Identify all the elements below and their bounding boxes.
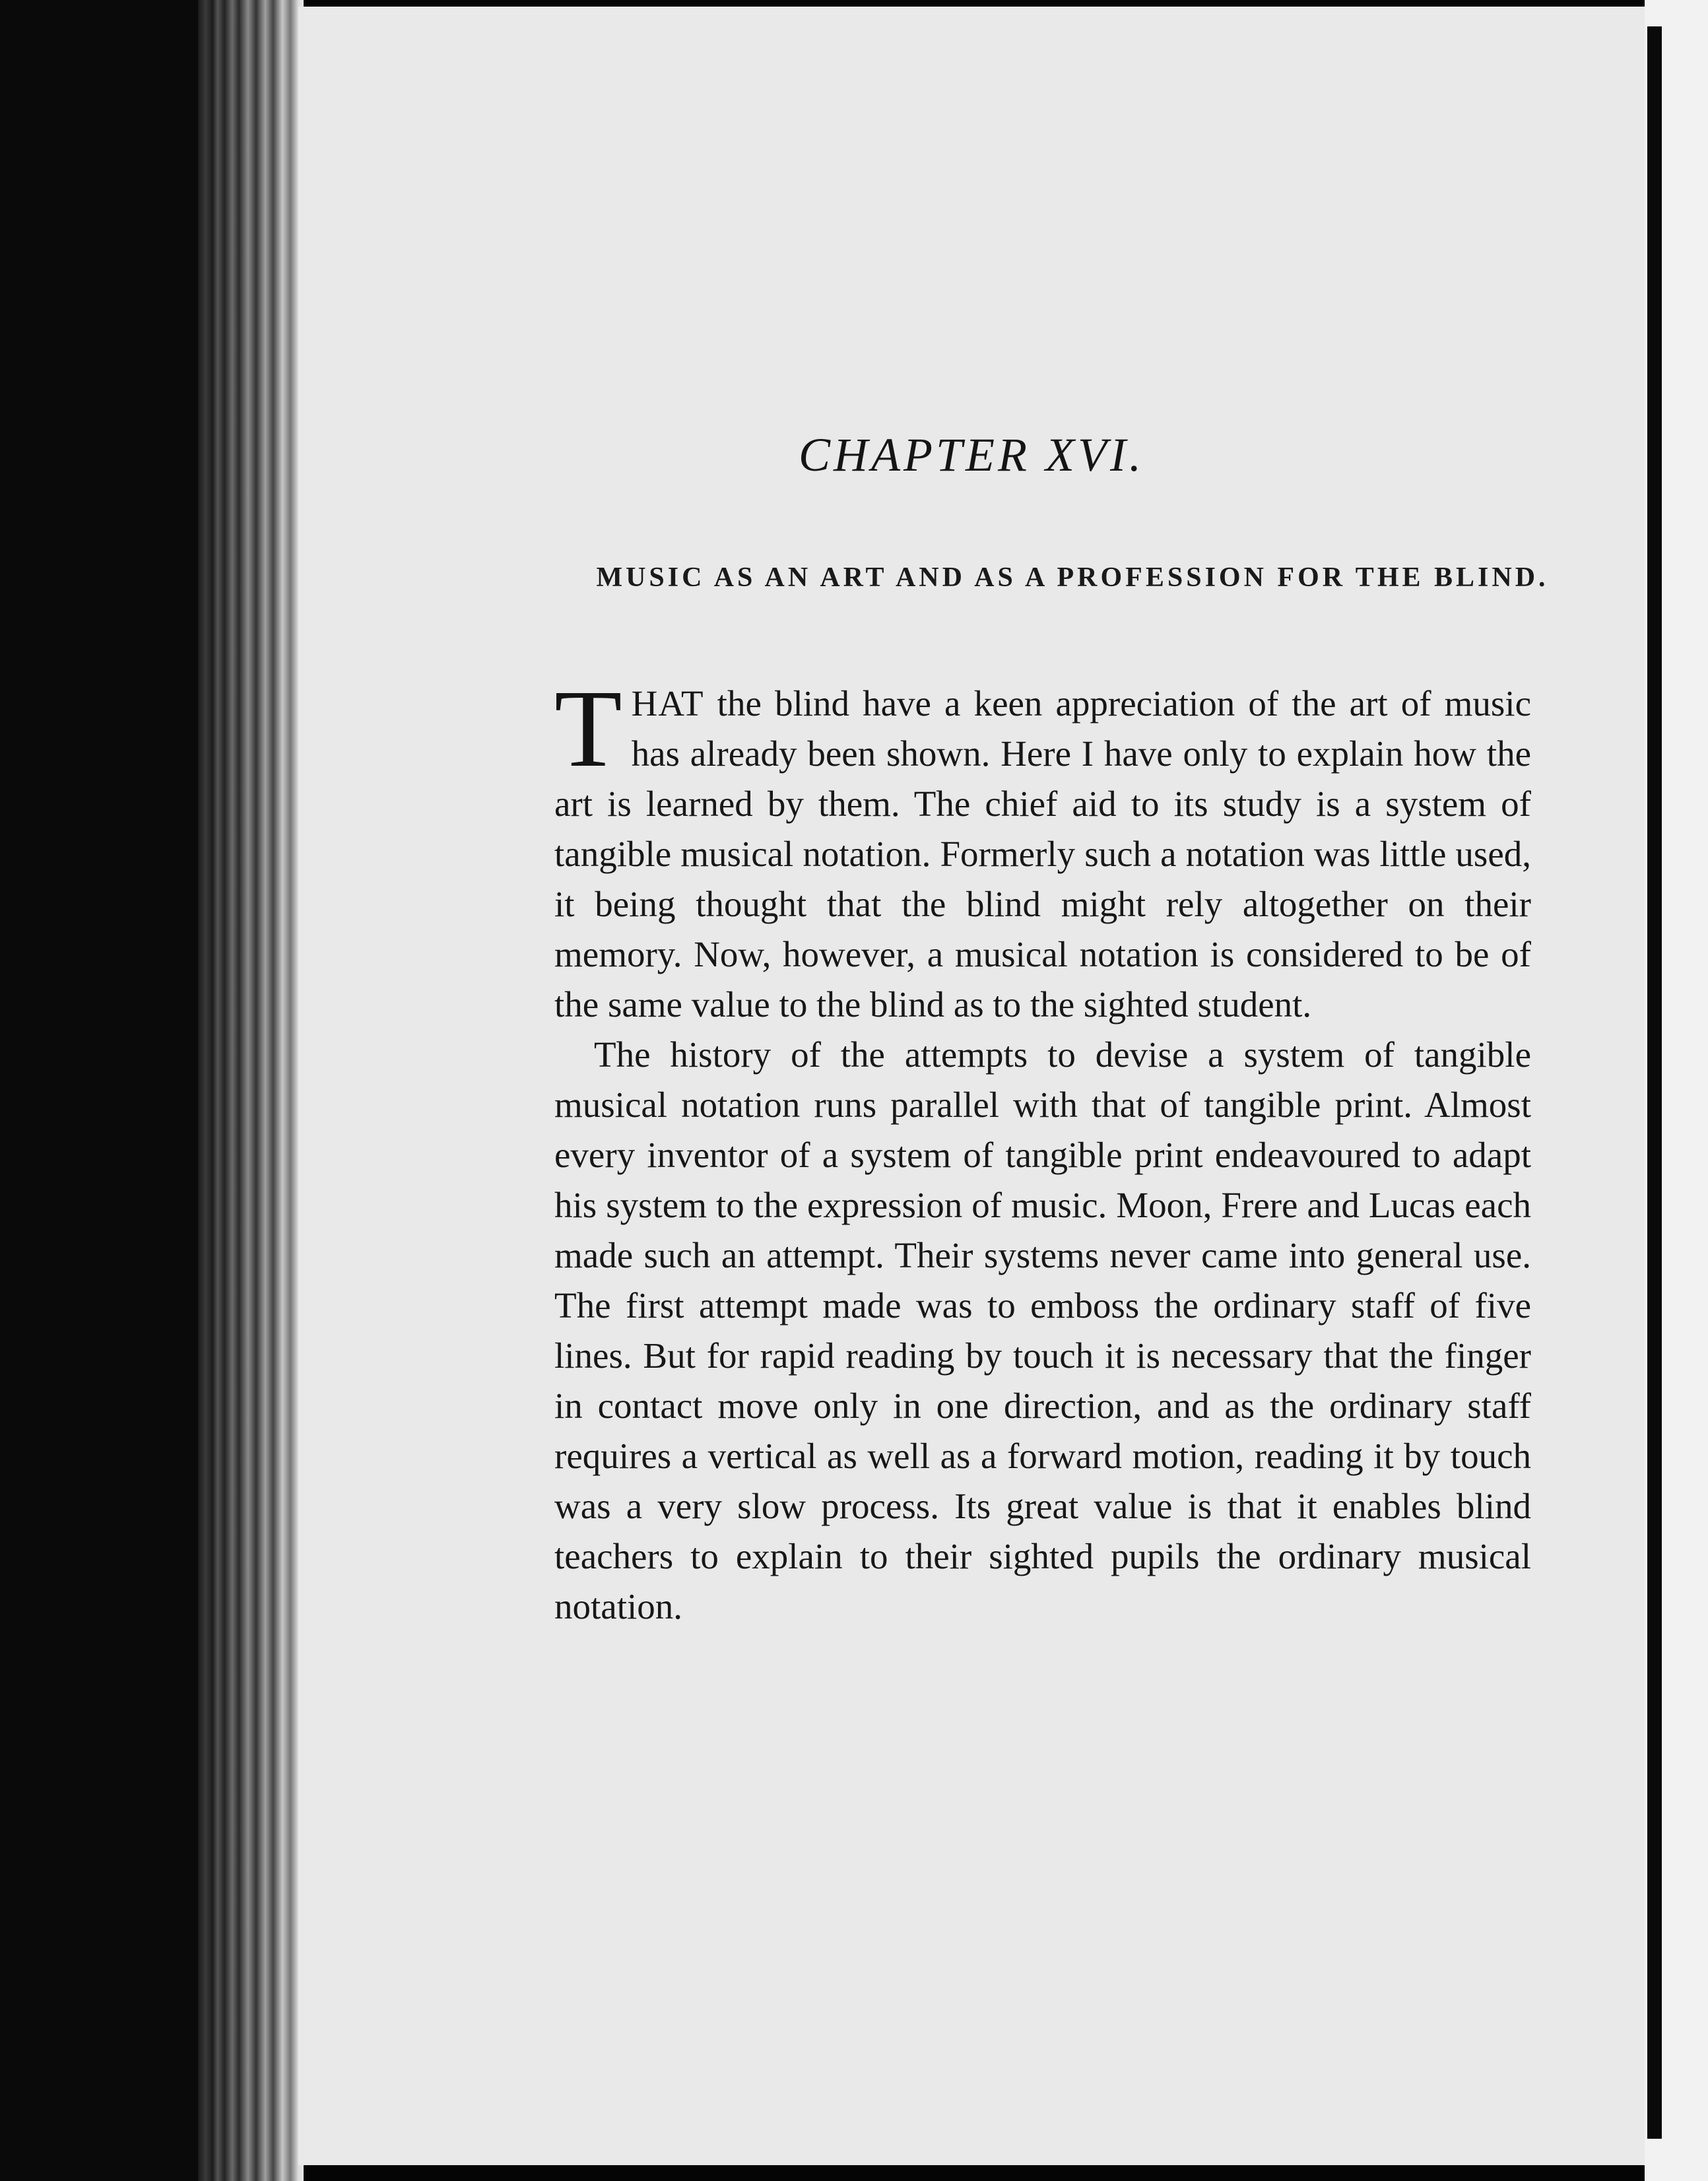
body-text [554,667,1531,1632]
paragraph-1-lead: HAT [631,683,704,723]
paragraph-1-text: the blind have a keen appreciation of the art of music has already been shown. Here I have only to explain how the art is learned by them. The chief aid to its study is a system of tangible musical notation. Formerly such a notation was little used, it being thought that the blind might rely altogether on their memory. Now, however, a musical notation is considered to be of the same value to the blind as to the sighted student. [554,683,1531,1024]
page-edges [198,0,304,2181]
right-margin-shadow [1647,26,1662,2139]
section-title: MUSIC AS AN ART AND AS A PROFESSION FOR THE BLIND. [596,562,1549,593]
paragraph-1 [554,667,1531,1030]
chapter-title: CHAPTER XVI. [799,428,1144,481]
drop-cap: T [554,667,622,790]
paragraph-2: The history of the attempts to devise a system of tangible musical notation runs parallel with that of tangible print. Almost every inventor of a system of tangible print endeavoured to adapt his system to the expression of music. Moon, Frere and Lucas each made such an attempt. Their systems never came into general use. The first attempt made was to emboss the ordinary staff of five lines. But for rapid reading by touch it is necessary that the finger in contact move only in one direction, and as the ordinary staff requires a vertical as well as a forward motion, reading it by touch was a very slow process. Its great value is that it enables blind teachers to explain to their sighted pupils the ordinary musical notation. [554,1034,1531,1627]
